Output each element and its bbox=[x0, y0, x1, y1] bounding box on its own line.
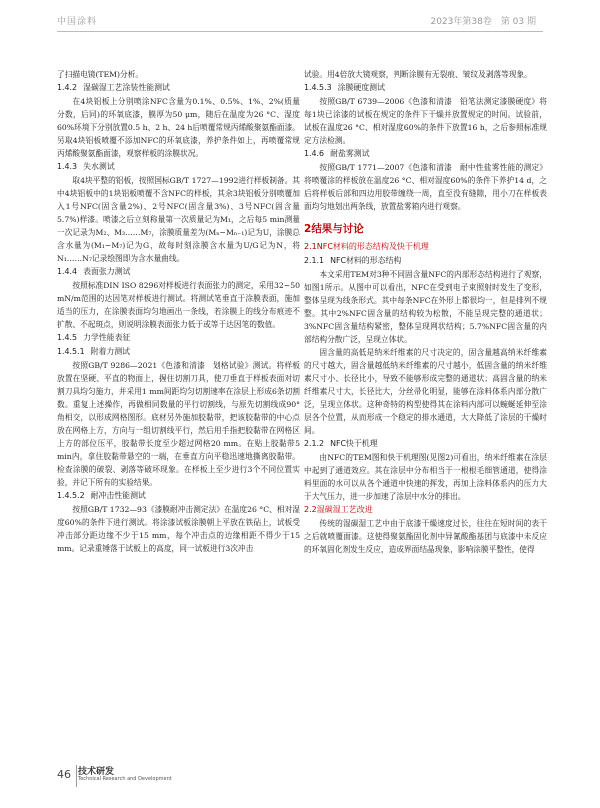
section-title: 结果与讨论 bbox=[311, 223, 364, 235]
section-number: 2.1.2 bbox=[304, 439, 325, 448]
section-title: 湿碳湿工艺涂装性能测试 bbox=[83, 83, 170, 92]
section-number: 1.4.2 bbox=[57, 83, 78, 92]
paragraph: 按照GB/T 9286—2021《色漆和清漆 划格试验》测试。将样板放置在坚硬、平直的物面上，握住切割刀具，使刀垂直于样板表面对切割刀具均匀施力，并采用1 mm间距均匀切割速率在涂层上形成6条切割数。重复上述操作，再做相同数量的平行切割线，与原先切割线成90°角相交，以形成网格图形。底材另外施加胶黏带，把该胶黏带的中心点放在网格上方，方向与一组切割线平行，然后用手指把胶黏带在网格区上方的部位压平，胶黏带长度至少超过网格20 mm。在贴上胶黏带5 min内，拿住胶黏带悬空的一端，在垂直方向平稳迅速地撕离胶黏带。检查涂膜的破裂、剥落等破坏现象。在样板上至少进行3个不同位置实验，并记下所有的实验结果。 bbox=[57, 361, 300, 487]
subsection-heading bbox=[57, 345, 300, 359]
paragraph: 按照GB/T 1771—2007《色漆和清漆 耐中性盐雾性能的测定》将喷覆涂的样板放在温度26 °C、相对湿度60%的条件下养护14 d，之后将样板后部和四边用胶带缠绕一周，直至没有缝隙，用小刀在样板表面均匀地划出两条线，放置盐雾箱内进行观察。 bbox=[304, 163, 547, 211]
section-number: 1.4.3 bbox=[57, 162, 78, 171]
section-heading bbox=[304, 221, 547, 237]
left-column bbox=[57, 68, 300, 555]
paragraph: 试验。用4倍放大镜观察，判断涂膜有无裂痕、皱纹及剥落等现象。 bbox=[304, 70, 532, 79]
paragraph: 按照GB/T 1732—93《漆膜耐冲击测定法》在温度26 °C、相对湿度60%的条件下进行测试。将涂漆试板涂膜朝上平放在铁砧上，试板受冲击部分距边缘不少于15 mm，每个冲击点的边缘相距不得少于15 mm。记录重锤落于试板上的高度，同一试板进行3次冲击 bbox=[57, 505, 300, 553]
subsection-heading bbox=[304, 147, 547, 161]
section-number: 1.4.5 bbox=[57, 333, 78, 342]
section-number: 2.1.1 bbox=[304, 256, 325, 265]
section-title: 涂膜硬度测试 bbox=[337, 83, 385, 92]
section-title: 耐冲击性能测试 bbox=[90, 491, 146, 500]
paragraph: 了扫描电镜(TEM)分析。 bbox=[57, 70, 144, 79]
journal-name: 中国涂料 bbox=[57, 17, 98, 27]
section-label: 技术研发 bbox=[78, 767, 115, 777]
paragraph: 传统的湿碳湿工艺中由于底漆干燥速度过长，往往在短时间的表干之后就喷覆面漆。这使得聚氨酯固化剂中异氰酸酯基团与底漆中未反应的环氧固化剂发生反应，造成界面结晶现象，影响涂膜平整性，使得 bbox=[304, 519, 547, 554]
page-footer bbox=[57, 762, 543, 802]
subsection-heading bbox=[304, 254, 547, 268]
paragraph: 按照GB/T 6739—2006《色漆和清漆 铅笔法测定漆膜硬度》将每1块已涂漆的试板在规定的条件下干燥并放置规定的时间。试验前，试板在温度26 °C、相对湿度60%的条件下放置16 h，之后参照标准规定方法检测。 bbox=[304, 97, 547, 145]
header-rule bbox=[57, 31, 543, 32]
section-number: 1.4.4 bbox=[57, 267, 78, 276]
paragraph: 由NFC的TEM图和快干机理图(见图2)可看出，纳米纤维素在涂层中起到了通道效应。其在涂层中分布相当于一根根毛细管通道，使得涂料里面的水可以从各个通道中快速的挥发，再加上涂料体系内的压力大于大气压力，进一步加速了涂层中水分的排出。 bbox=[304, 453, 547, 501]
section-number: 2 bbox=[304, 223, 312, 235]
subsection-heading bbox=[57, 331, 300, 345]
section-title: 表面张力测试 bbox=[83, 267, 131, 276]
section-label-en: Technical Research and Development bbox=[78, 776, 172, 782]
section-number: 2.2 bbox=[304, 505, 317, 514]
section-number: 2.1 bbox=[304, 242, 317, 251]
subsection-heading bbox=[304, 81, 547, 95]
section-number: 1.4.5.1 bbox=[57, 347, 85, 356]
right-column bbox=[304, 68, 547, 556]
subsection-heading bbox=[57, 489, 300, 503]
paragraph: 固含量的高低是纳米纤维素的尺寸决定的，固含量越高纳米纤维素的尺寸越大，固含量越低纳米纤维素的尺寸越小，低固含量的纳米纤维素尺寸小、长径比小，导致不能够形成完整的通道状；高固含量的纳米纤维素尺寸大，长径比大，分丝帚化明显，能够在涂料体系内部分散广泛，呈现立体状。这种奇特的构型使得其在涂料内部可以蜿蜒延伸至涂层各个位置，从而形成一个稳定的排水通道，大大降低了涂层的干燥时间。 bbox=[304, 348, 547, 435]
subsection-heading bbox=[57, 81, 300, 95]
subsection-heading bbox=[57, 160, 300, 174]
section-heading bbox=[304, 503, 547, 517]
subsection-heading bbox=[57, 265, 300, 279]
section-number: 1.4.6 bbox=[304, 149, 325, 158]
section-heading bbox=[304, 240, 547, 254]
section-title: NFC快干机理 bbox=[330, 439, 378, 448]
subsection-heading bbox=[304, 437, 547, 451]
footer-divider bbox=[76, 765, 77, 787]
paragraph: 本文采用TEM对3种不同固含量NFC的内部形态结构进行了观察，如图1所示。从图中可以看出，NFC在受到电子束照射时发生了变形，整体呈现为线条形式。其中每条NFC在外形上都很均一，但是排列不规整。其中2%NFC固含量的结构较为松散，不能呈现完整的通道状；3%NFC固含量结构紧密，整体呈现网状结构；5.7%NFC固含量的内部结构分散广泛，呈现立体状。 bbox=[304, 270, 547, 344]
page-number: 46 bbox=[57, 768, 71, 781]
section-title: NFC材料的形态结构及快干机理 bbox=[316, 242, 429, 251]
page-header bbox=[0, 0, 600, 34]
section-title: 附着力测试 bbox=[90, 347, 131, 356]
issue-info: 2023年第38卷 第 03 期 bbox=[430, 17, 536, 27]
section-title: 失水测试 bbox=[83, 162, 115, 171]
paragraph: 按照标准DIN ISO 8296对样板进行表面张力的测定，采用32~50 mN/m范围的达因笔对样板进行测试。将测试笔垂直于涂膜表面，施加适当的压力，在涂膜表面均匀地画出一条线，若涂膜上的线分布痕迹不扩散、不起斑点，则说明涂膜表面张力低于或等于达因笔的数值。 bbox=[57, 281, 300, 329]
paragraph: 取4块平整的铝板，按照国标GB/T 1727—1992进行样板制备。其中4块铝板中的1块铝板喷覆不含NFC的样板，其余3块铝板分别喷覆加入1号NFC(固含量2%)、2号NFC(固含量3%)、3号NFC(固含量5.7%)样漆。喷漆之后立刻称量第一次质量记为M₁，之后每5 min测量一次记录为M₂、M₃……M₇，涂膜质量差为(Mₙ−Mₙ₋₁)记为U，涂膜总含水量为(M₁−M₇)记为G，故每时刻涂膜含水量为U/G记为N，将N₁……N₇记录绘图即为含水量曲线。 bbox=[57, 176, 300, 263]
section-number: 1.4.5.2 bbox=[57, 491, 85, 500]
section-title: 耐盐雾测试 bbox=[330, 149, 370, 158]
section-title: NFC材料的形态结构 bbox=[330, 256, 402, 265]
section-number: 1.4.5.3 bbox=[304, 83, 332, 92]
paragraph: 在4块铝板上分别喷涂NFC含量为0.1%、0.5%、1%、2%(质量分数，后同)的环氧底漆，膜厚为50 μm，随后在温度为26 °C、湿度60%环境下分别放置0.5 h、2 h、24 h后喷覆常规丙烯酸聚氨酯面漆。另取4块铝板喷覆不添加NFC的环氧底漆，养护条件如上，再喷覆常规丙烯酸聚氨酯面漆，观察样板的涂膜状况。 bbox=[57, 97, 300, 158]
section-title: 力学性能表征 bbox=[83, 333, 131, 342]
section-title: 湿碳湿工艺改进 bbox=[316, 505, 373, 514]
